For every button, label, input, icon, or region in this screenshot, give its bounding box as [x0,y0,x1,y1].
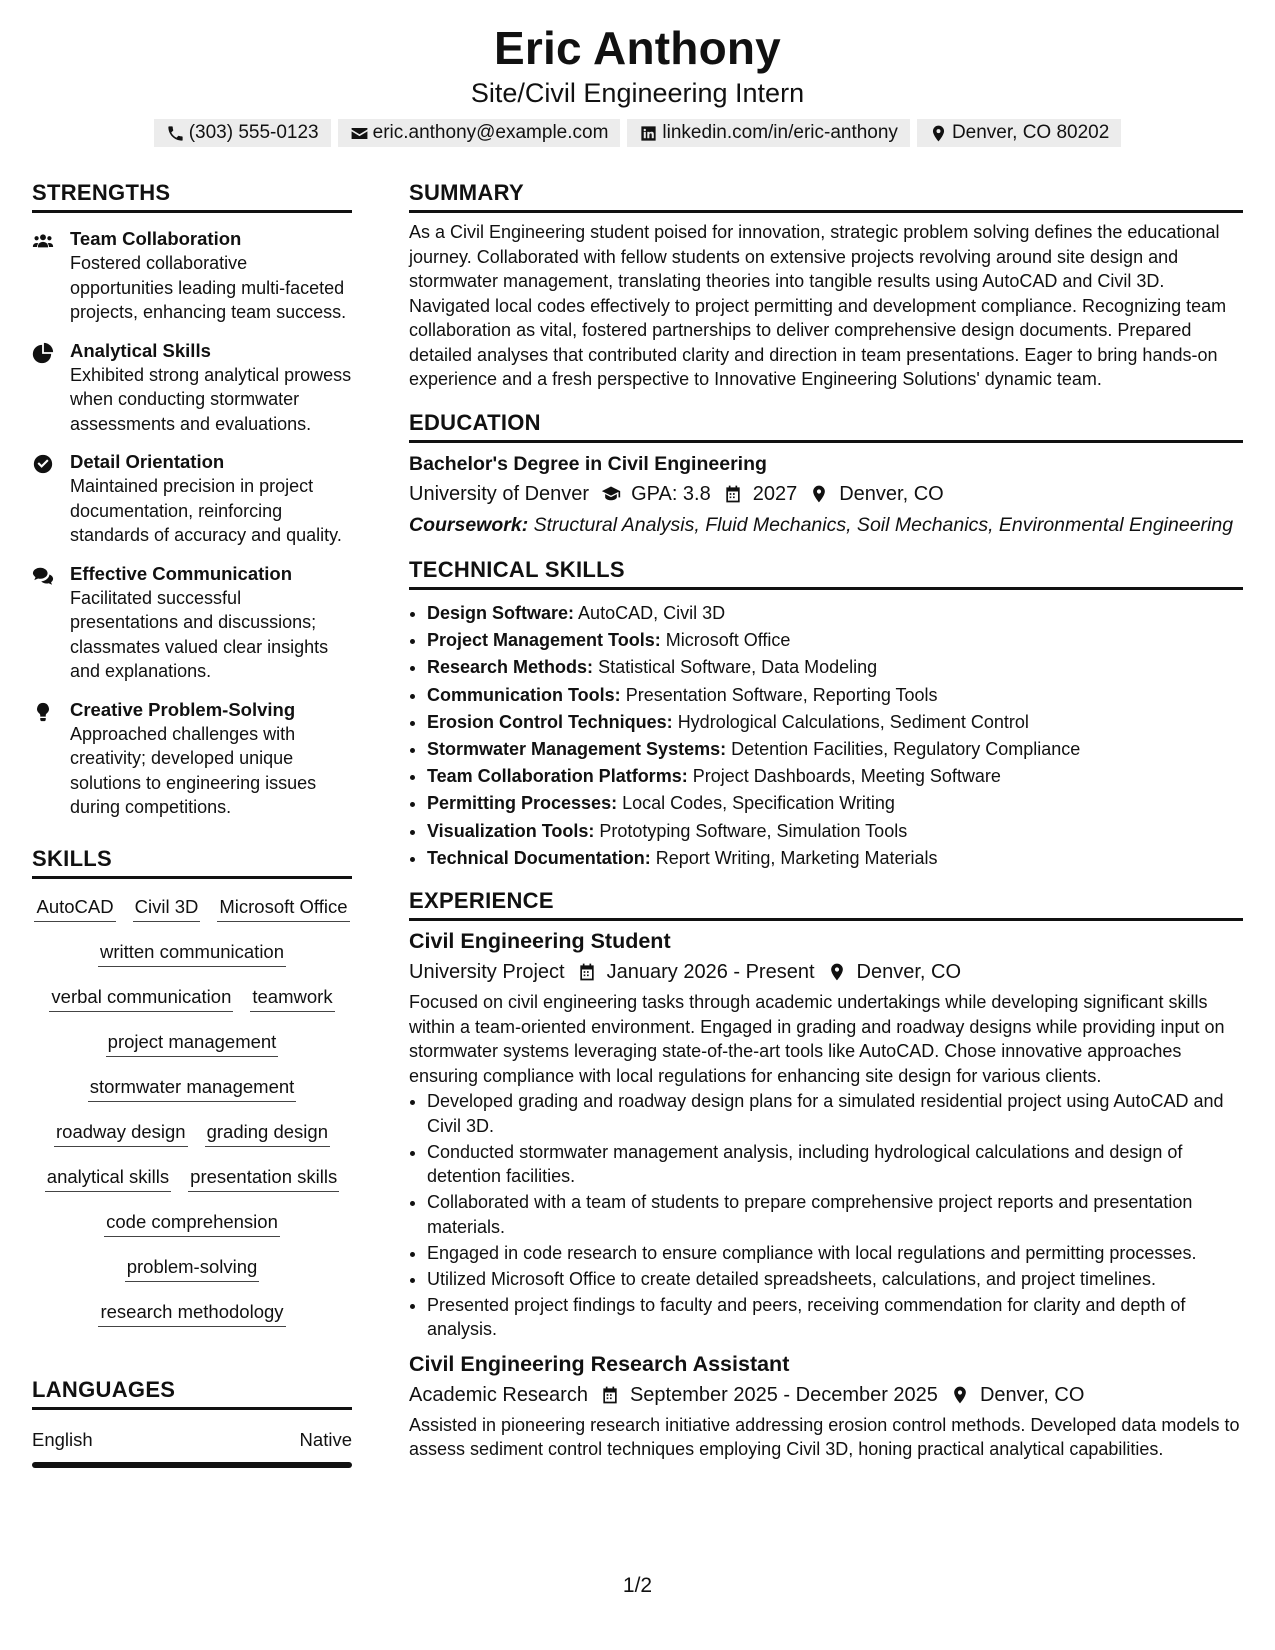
strength-desc: Approached challenges with creativity; developed unique solutions to engineering issues during competitions. [70,723,317,817]
chat-bubbles-icon [32,565,54,587]
strength-item [32,227,352,325]
tech-skill-value: Statistical Software, Data Modeling [598,657,878,678]
tech-skill-label: Team Collaboration Platforms: [427,766,688,787]
list-item [427,818,1243,845]
strength-title: Detail Orientation [70,451,225,472]
skill-tag: problem-solving [125,1255,260,1282]
strength-title: Team Collaboration [70,228,242,249]
contact-phone[interactable] [154,119,331,147]
strength-item [32,339,352,437]
location-pin-icon [809,484,829,504]
school-name: University of Denver [409,482,590,505]
job-org: Academic Research [409,1383,588,1406]
skill-tag: AutoCAD [34,895,115,922]
phone-icon [166,124,185,143]
language-level: Native [299,1428,352,1450]
tech-skill-value: Presentation Software, Reporting Tools [625,684,938,705]
job-title: Civil Engineering Research Assistant [409,1351,790,1376]
language-row [32,1428,352,1452]
tech-skill-value: Microsoft Office [665,630,791,651]
summary-heading: SUMMARY [409,178,1243,213]
list-item [427,709,1243,736]
location-pin-icon [929,124,948,143]
contact-phone-text: (303) 555-0123 [188,122,319,143]
tech-skill-value: Report Writing, Marketing Materials [655,847,938,868]
tech-skill-label: Research Methods: [427,657,594,678]
tech-skill-value: AutoCAD, Civil 3D [578,603,726,623]
tech-skill-label: Design Software: [427,603,575,623]
skill-tag: roadway design [54,1120,188,1147]
tech-skill-value: Project Dashboards, Meeting Software [692,766,1001,787]
contact-location-text: Denver, CO 80202 [951,122,1110,143]
list-item: • Utilized Microsoft Office to create detailed spreadsheets, calculations, and project timelines. [427,1267,1243,1292]
school-location: Denver, CO [839,482,944,505]
experience-heading: EXPERIENCE [409,886,1243,921]
envelope-icon [350,124,369,143]
job-org: University Project [409,961,565,984]
contact-linkedin[interactable] [627,119,910,147]
list-item [427,736,1243,763]
graduation-year: 2027 [752,482,798,505]
strengths-heading: STRENGTHS [32,178,352,213]
job-dates: January 2026 - Present [606,961,815,984]
job-title: Civil Engineering Student [409,929,671,954]
skill-tag: stormwater management [88,1075,297,1102]
strength-title: Analytical Skills [70,339,211,361]
resume-header [0,22,1275,147]
contact-linkedin-text: linkedin.com/in/eric-anthony [662,122,898,143]
tech-skill-label: Project Management Tools: [427,630,661,651]
calendar-icon [577,962,597,982]
list-item [427,682,1243,709]
strength-title: Effective Communication [70,562,293,584]
strength-desc: Facilitated successful presentations and discussions; classmates valued clear insights and explanations. [70,587,329,681]
list-item: • Presented project findings to faculty and peers, receiving commendation for clarity and depth of analysis. [427,1293,1243,1342]
tech-skill-label: Visualization Tools: [427,820,595,841]
job-description: Assisted in pioneering research initiative addressing erosion control methods. Developed data models to assess sediment control techniques employing Civil 3D, honing practical analytical capabilities. [409,1414,1240,1460]
contact-email[interactable] [338,119,621,147]
list-item: • Collaborated with a team of students to prepare comprehensive project reports and presentation materials. [427,1190,1243,1239]
language-level-bar [32,1462,352,1468]
strength-item [32,562,352,684]
users-icon [32,230,54,252]
skill-tag: written communication [98,940,286,967]
job-description: Focused on civil engineering tasks through academic undertakings while developing significant skills within a team-oriented environment. Engaged in grading and roadway designs while providing input on stormwater systems leveraging state-of-the-art tools like AutoCAD. Chose innovative approaches ensuring compliance with local regulations for enhancing site design for various clients. [409,992,1225,1086]
list-item: • Engaged in code research to ensure compliance with local regulations and permitting processes. [427,1241,1243,1266]
technical-skills-heading: TECHNICAL SKILLS [409,555,1243,590]
skill-tag: code comprehension [104,1210,280,1237]
job-meta [409,957,1243,987]
strength-desc: Fostered collaborative opportunities leading multi-faceted projects, enhancing team success. [70,253,347,322]
graduation-cap-icon [601,484,621,504]
job-meta [409,1380,1243,1410]
list-item [427,845,1243,872]
summary-text: As a Civil Engineering student poised for innovation, strategic problem solving defines the educational journey. Collaborated with fellow students on extensive projects revolving around site design and stormwater management, translating theories into tangible results using AutoCAD and Civil 3D. Navigated local codes effectively to project permitting and development compliance. Recognizing team collaboration as vital, fostered partnerships to deliver comprehensive design documents. Prepared detailed analyses that contributed clarity and direction in team presentations. Eager to bring hands-on experience and a fresh perspective to Innovative Engineering Solutions' dynamic team. [409,222,1227,389]
strength-item [32,450,352,548]
list-item: • Conducted stormwater management analysis, including hydrological calculations and design of detention facilities. [427,1140,1243,1189]
job-dates: September 2025 - December 2025 [629,1383,938,1406]
contact-bar [0,119,1275,147]
skill-tag: Civil 3D [133,895,201,922]
list-item [427,654,1243,681]
candidate-role: Site/Civil Engineering Intern [470,78,805,108]
skill-tag: verbal communication [49,985,233,1012]
tech-skill-value: Hydrological Calculations, Sediment Control [677,711,1029,732]
skill-tag: Microsoft Office [217,895,349,922]
list-item [427,790,1243,817]
right-column [409,178,1243,1462]
strength-desc: Exhibited strong analytical prowess when conducting stormwater assessments and evaluations. [70,364,352,434]
technical-skills-list [409,600,1243,872]
education-heading: EDUCATION [409,408,1243,443]
tech-skill-value: Local Codes, Specification Writing [622,793,895,814]
skill-tag: project management [106,1030,279,1057]
contact-email-text: eric.anthony@example.com [372,122,609,143]
skill-tag: research methodology [98,1300,285,1327]
skill-tag: grading design [205,1120,330,1147]
skill-tag: presentation skills [188,1165,339,1192]
languages-heading: LANGUAGES [32,1375,352,1410]
list-item [427,627,1243,654]
location-pin-icon [827,962,847,982]
lightbulb-icon [32,701,54,723]
contact-location [917,119,1121,147]
strength-desc: Maintained precision in project documentation, reinforcing standards of accuracy and quality. [70,476,342,545]
page-number: 1/2 [622,1574,653,1597]
tech-skill-value: Detention Facilities, Regulatory Compliance [731,739,1081,760]
strength-item [32,698,352,820]
job-location: Denver, CO [856,961,961,984]
skills-list [32,895,352,1327]
skills-heading: SKILLS [32,844,352,879]
candidate-name: Eric Anthony [494,22,781,74]
tech-skill-label: Erosion Control Techniques: [427,711,673,732]
tech-skill-value: Prototyping Software, Simulation Tools [599,820,908,841]
check-circle-icon [32,453,54,475]
education-meta [409,479,1243,509]
job-location: Denver, CO [979,1383,1085,1406]
tech-skill-label: Permitting Processes: [427,793,618,814]
gpa: GPA: 3.8 [631,482,711,505]
tech-skill-label: Communication Tools: [427,684,621,705]
job-entry [409,927,1243,1342]
job-entry [409,1350,1243,1462]
skill-tag: analytical skills [45,1165,171,1192]
list-item: • Developed grading and roadway design plans for a simulated residential project using AutoCAD and Civil 3D. [427,1089,1243,1138]
degree-title: Bachelor's Degree in Civil Engineering [409,452,767,475]
coursework-label: Coursework: [409,513,529,536]
skill-tag: teamwork [250,985,334,1012]
list-item [427,600,1243,627]
language-name: English [32,1428,93,1450]
location-pin-icon [950,1385,970,1405]
pie-chart-icon [32,342,54,364]
tech-skill-label: Stormwater Management Systems: [427,739,727,760]
list-item [427,763,1243,790]
calendar-icon [723,484,743,504]
coursework-list: Structural Analysis, Fluid Mechanics, Soil Mechanics, Environmental Engineering [533,513,1234,536]
job-bullets [409,1089,1243,1342]
calendar-icon [600,1385,620,1405]
coursework [409,513,1243,538]
linkedin-icon [639,124,658,143]
tech-skill-label: Technical Documentation: [427,847,651,868]
left-column [32,178,352,1468]
strength-title: Creative Problem-Solving [70,698,296,720]
